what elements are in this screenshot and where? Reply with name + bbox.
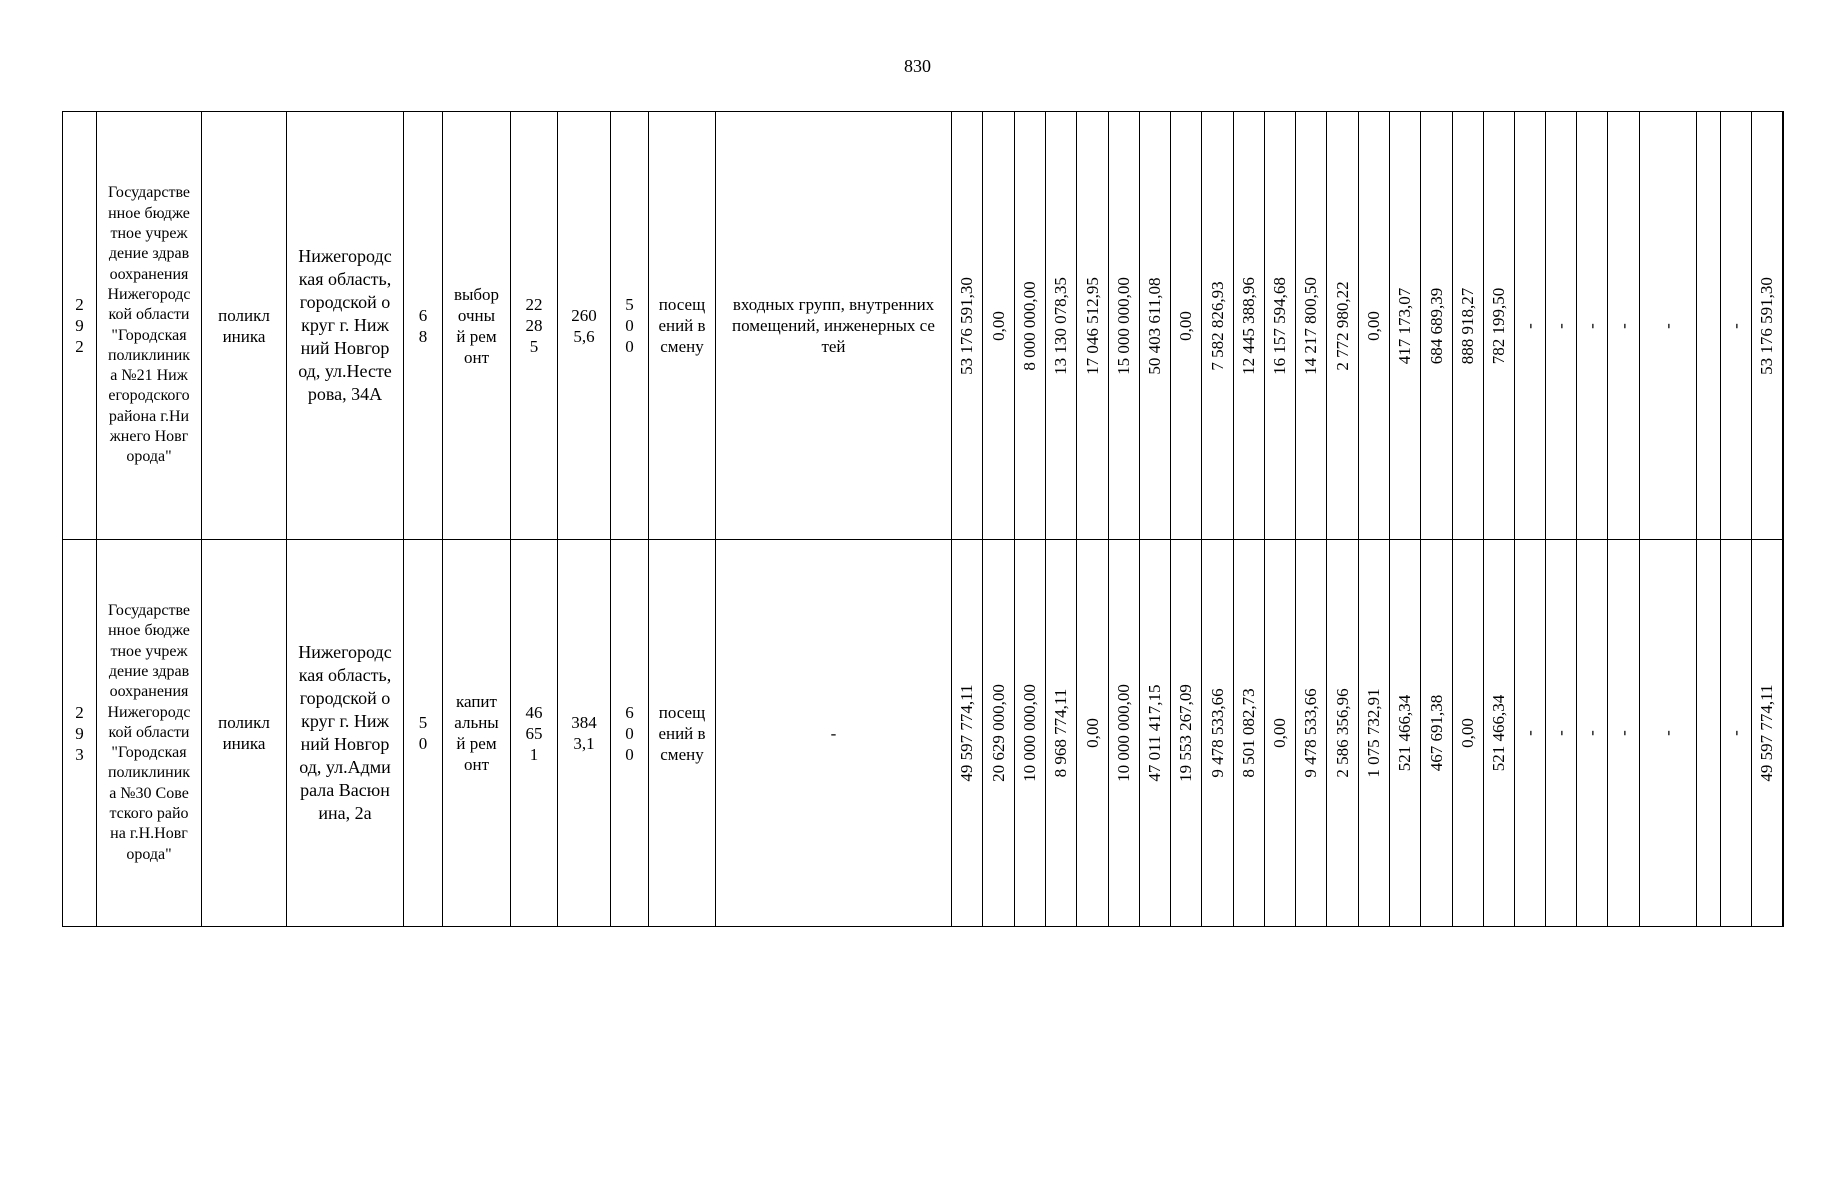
cell-value [1577, 540, 1608, 927]
value-text: 12 445 388,96 [1239, 276, 1258, 375]
cell-value [1015, 540, 1046, 927]
value-text: 53 176 591,30 [1757, 276, 1776, 375]
cell-value [1327, 540, 1359, 927]
value-text: 0,00 [1270, 718, 1289, 748]
cell-value [1140, 112, 1171, 540]
repair-type-text: выборочный ремонт [453, 284, 500, 367]
works-text: - [830, 723, 837, 743]
value-text: 8 968 774,11 [1051, 688, 1070, 778]
cell-value [1046, 112, 1077, 540]
cell-value [1783, 112, 1784, 540]
cell-value [983, 540, 1015, 927]
value-text: 8 000 000,00 [1020, 280, 1039, 371]
col6-text: 22285 [525, 295, 543, 356]
address-text: Нижегородская область, городской округ г. Нижний Новгород, ул.Адмирала Васюнина, 2а [298, 642, 392, 823]
cell-value [1577, 112, 1608, 540]
col8-text: 500 [625, 295, 634, 356]
value-text: 0,00 [1364, 310, 1383, 341]
value-text: 521 466,34 [1489, 694, 1508, 772]
cell-repair-type [443, 540, 511, 927]
cell-value [1484, 540, 1515, 927]
value-text: 14 217 800,50 [1301, 276, 1320, 375]
cell-value [1721, 112, 1752, 540]
cell-value [1608, 540, 1640, 927]
cell-col7 [558, 112, 611, 540]
cell-type [202, 112, 287, 540]
cell-value [1046, 540, 1077, 927]
cell-col8 [611, 540, 649, 927]
cell-value [1390, 112, 1421, 540]
cell-value [952, 540, 983, 927]
table-row [63, 112, 1784, 540]
value-text: 20 629 000,00 [988, 684, 1008, 782]
cell-value [1608, 112, 1640, 540]
value-text: 1 075 732,91 [1364, 688, 1383, 778]
value-text: 0,00 [988, 310, 1008, 341]
value-text: - [1520, 730, 1539, 736]
value-text: 47 011 417,15 [1145, 684, 1164, 782]
cell-value [1515, 540, 1546, 927]
cell-value [1265, 540, 1296, 927]
cell-value [1421, 112, 1453, 540]
cell-value [1171, 540, 1202, 927]
value-text [1783, 309, 1784, 343]
cell-value [1640, 540, 1697, 927]
cell-value [1390, 540, 1421, 927]
value-text: 0,00 [1176, 310, 1195, 341]
cell-value [1109, 540, 1140, 927]
value-text: 49 597 774,11 [1757, 684, 1776, 782]
cell-value [1234, 112, 1265, 540]
unit-text: посещений в смену [658, 702, 706, 764]
cell-value [1077, 540, 1109, 927]
value-text: 16 157 594,68 [1270, 276, 1289, 375]
value-text: - [1658, 322, 1677, 329]
num-text: 292 [75, 295, 84, 356]
cell-address [287, 112, 404, 540]
value-text: 521 466,34 [1395, 694, 1414, 772]
value-text: - [1726, 730, 1745, 736]
value-text: 417 173,07 [1395, 287, 1414, 364]
value-text: 2 586 356,96 [1332, 688, 1352, 778]
page-number: 830 [904, 56, 931, 76]
cell-num [63, 112, 97, 540]
cell-value [1453, 112, 1484, 540]
value-text: - [1726, 322, 1745, 329]
cell-value [1640, 112, 1697, 540]
value-text: - [1658, 730, 1677, 736]
col4-text: 68 [418, 305, 428, 346]
cell-unit [649, 540, 716, 927]
cell-value [1296, 540, 1327, 927]
col6-text: 46651 [525, 702, 543, 764]
cell-value [1546, 540, 1577, 927]
cell-value [1515, 112, 1546, 540]
cell-value [983, 112, 1015, 540]
cell-col4 [404, 540, 443, 927]
num-text: 293 [75, 702, 84, 764]
data-table [62, 111, 1784, 927]
value-text: 7 582 826,93 [1207, 280, 1227, 371]
cell-value [1296, 112, 1327, 540]
cell-col4 [404, 112, 443, 540]
cell-value [1171, 112, 1202, 540]
cell-type [202, 540, 287, 927]
cell-org-name [97, 112, 202, 540]
cell-value [1752, 112, 1783, 540]
cell-value [1327, 112, 1359, 540]
cell-repair-type [443, 112, 511, 540]
value-text: 888 918,27 [1458, 287, 1477, 364]
value-text: - [1520, 322, 1539, 329]
cell-value [1015, 112, 1046, 540]
col7-text: 3843,1 [571, 713, 597, 753]
cell-value [1752, 540, 1783, 927]
org-name-text: Государственное бюджетное учреждение здравоохранения Нижегородской области "Городская поликлиника №30 Советского района г.Н.Новгорода" [107, 602, 191, 863]
cell-works [716, 540, 952, 927]
value-text: 9 478 533,66 [1207, 688, 1227, 778]
org-name-text: Государственное бюджетное учреждение здравоохранения Нижегородской области "Городская поликлиника №21 Нижегородского района г.Нижнего Новгорода" [107, 184, 191, 466]
cell-empty [1697, 112, 1721, 540]
value-text: 8 501 082,73 [1239, 688, 1258, 778]
cell-value [952, 112, 983, 540]
works-text: входных групп, внутренних помещений, инженерных сетей [732, 295, 935, 356]
cell-col7 [558, 540, 611, 927]
type-text: поликлиника [218, 713, 270, 753]
cell-value [1359, 112, 1390, 540]
cell-address [287, 540, 404, 927]
col7-text: 2605,6 [571, 305, 597, 346]
value-text: 49 597 774,11 [957, 684, 976, 782]
cell-empty [1697, 540, 1721, 927]
cell-value [1546, 112, 1577, 540]
cell-value [1077, 112, 1109, 540]
value-text: 0,00 [1082, 718, 1102, 748]
cell-value [1202, 540, 1234, 927]
value-text: 15 000 000,00 [1114, 276, 1133, 375]
value-text: 10 000 000,00 [1114, 684, 1133, 782]
col8-text: 600 [625, 702, 634, 764]
value-text: 53 176 591,30 [957, 276, 976, 375]
cell-col6 [511, 540, 558, 927]
cell-num [63, 540, 97, 927]
col4-text: 50 [418, 713, 428, 753]
address-text: Нижегородская область, городской округ г. Нижний Новгород, ул.Нестерова, 34А [298, 246, 392, 404]
value-text: 2 772 980,22 [1332, 280, 1352, 371]
value-text: - [1582, 730, 1601, 736]
cell-col8 [611, 112, 649, 540]
repair-type-text: капитальный ремонт [454, 692, 499, 774]
cell-value [1202, 112, 1234, 540]
cell-value [1140, 540, 1171, 927]
value-text: 10 000 000,00 [1020, 684, 1039, 782]
value-text: 13 130 078,35 [1051, 276, 1070, 375]
cell-value [1484, 112, 1515, 540]
type-text: поликлиника [218, 305, 270, 346]
value-text: 17 046 512,95 [1082, 276, 1102, 375]
value-text: - [1551, 322, 1570, 329]
cell-value [1721, 540, 1752, 927]
cell-value [1783, 540, 1784, 927]
cell-value [1453, 540, 1484, 927]
table-row [63, 540, 1784, 927]
value-text: 0,00 [1458, 718, 1477, 748]
cell-col6 [511, 112, 558, 540]
cell-org-name [97, 540, 202, 927]
value-text: 467 691,38 [1426, 694, 1446, 772]
value-text: - [1582, 322, 1601, 329]
value-text: 50 403 611,08 [1145, 276, 1164, 375]
cell-value [1359, 540, 1390, 927]
cell-works [716, 112, 952, 540]
cell-value [1265, 112, 1296, 540]
value-text: - [1551, 730, 1570, 736]
cell-unit [649, 112, 716, 540]
value-text [1783, 716, 1784, 750]
value-text: 9 478 533,66 [1301, 688, 1320, 778]
value-text: 684 689,39 [1426, 287, 1446, 364]
cell-value [1421, 540, 1453, 927]
value-text: - [1613, 730, 1633, 736]
cell-value [1109, 112, 1140, 540]
value-text: - [1613, 322, 1633, 329]
value-text: 782 199,50 [1489, 287, 1508, 364]
value-text: 19 553 267,09 [1176, 684, 1195, 782]
cell-value [1234, 540, 1265, 927]
unit-text: посещений в смену [658, 295, 706, 356]
